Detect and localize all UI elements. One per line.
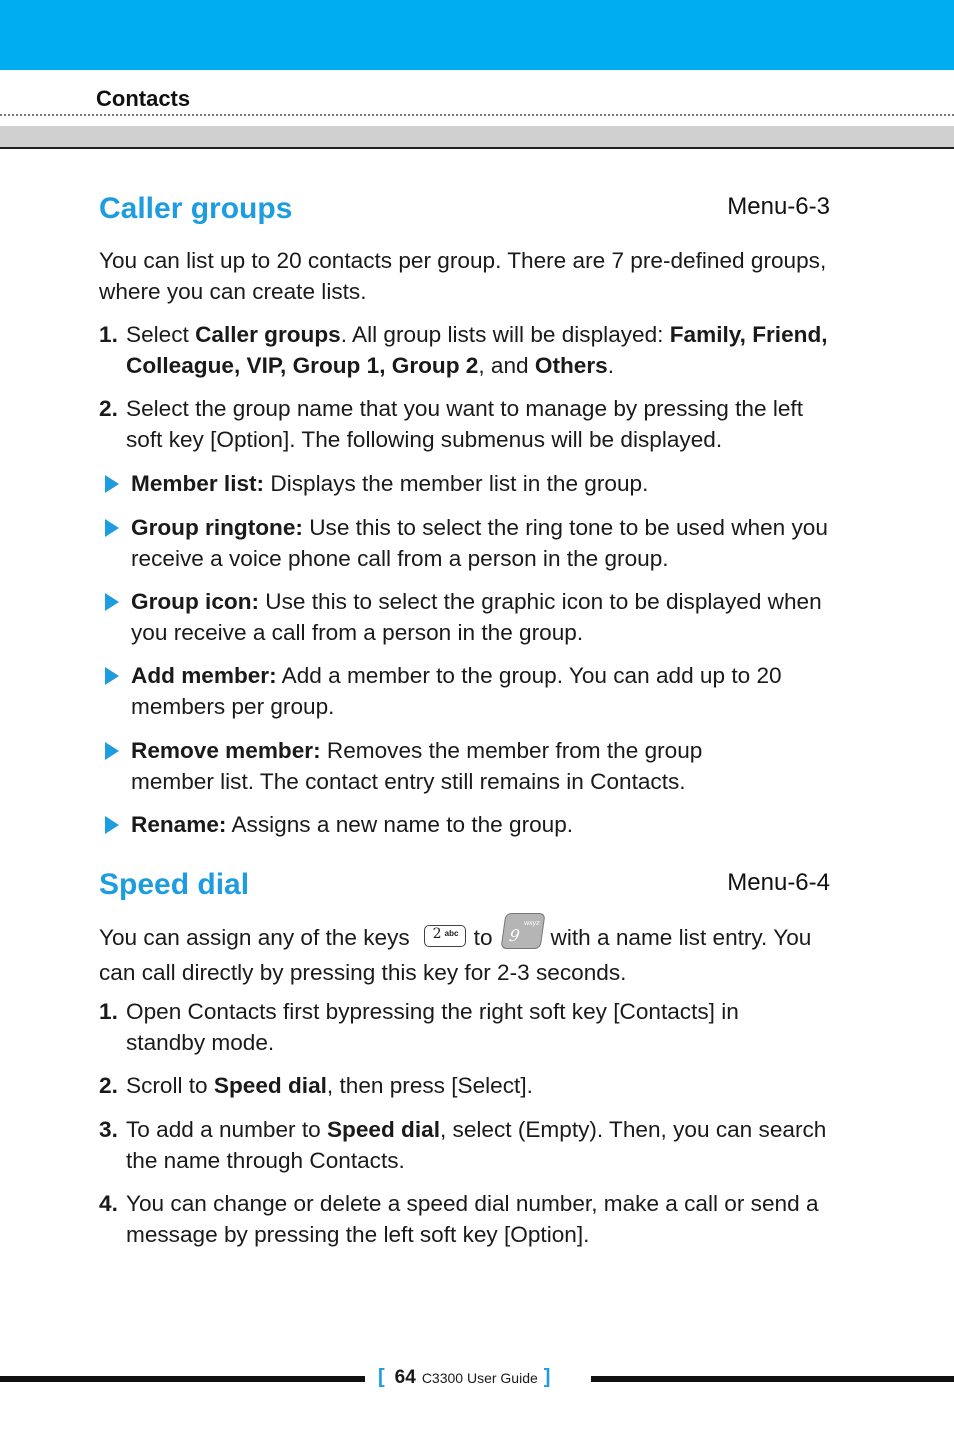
header-band [0,126,954,149]
speed-dial-step-2: 2. Scroll to Speed dial, then press [Select]. [99,1070,839,1101]
speed-dial-step-3: 3. To add a number to Speed dial, select (Empty). Then, you can search the name through Contacts. [99,1114,839,1176]
bullet-arrow-icon [105,593,119,611]
bullet-arrow-icon [105,816,119,834]
step-number: 1. [99,999,118,1024]
step-number: 1. [99,322,118,347]
caller-groups-heading: Caller groups [99,192,293,225]
section-header: Contacts [96,86,191,111]
bullet-arrow-icon [105,667,119,685]
page-footer: [ 64 C3300 User Guide ] [378,1366,551,1388]
step-number: 4. [99,1191,118,1216]
dotted-divider [0,114,954,116]
step-number: 2. [99,1073,118,1098]
caller-groups-menu-code: Menu-6-3 [727,193,830,220]
speed-dial-intro: You can assign any of the keys 2 abc to 9 wxyz with a name list entry. You can call directly by pressing this key for 2-3 seconds. [99,921,839,988]
bullet-arrow-icon [105,475,119,493]
top-color-bar [0,0,954,70]
caller-groups-step-1: 1. Select Caller groups. All group lists will be displayed: Family, Friend, Colleague, VIP, Group 1, Group 2, and Others. [99,319,839,381]
step-number: 3. [99,1117,118,1142]
speed-dial-step-4: 4. You can change or delete a speed dial number, make a call or send a message by pressing the left soft key [Option]. [99,1188,819,1250]
key-2-icon: 2 abc [424,925,466,947]
intro-text: You can list up to 20 contacts per group. There are 7 pre-defined groups, where you can create lists. [99,248,827,304]
bullet-remove-member: Remove member: Removes the member from the group member list. The contact entry still remains in Contacts. [99,735,779,797]
caller-groups-step-2: 2. Select the group name that you want to manage by pressing the left soft key [Option]. The following submenus will be displayed. [99,393,839,455]
guide-title: C3300 User Guide [421,1370,538,1386]
bullet-arrow-icon [105,519,119,537]
bullet-add-member: Add member: Add a member to the group. You can add up to 20 members per group. [99,660,839,722]
speed-dial-menu-code: Menu-6-4 [727,869,830,896]
bullet-group-icon: Group icon: Use this to select the graphic icon to be displayed when you receive a call from a person in the group. [99,586,839,648]
bullet-group-ringtone: Group ringtone: Use this to select the ring tone to be used when you receive a voice phone call from a person in the group. [99,512,844,574]
bullet-arrow-icon [105,742,119,760]
speed-dial-step-1: 1. Open Contacts first bypressing the right soft key [Contacts] in standby mode. [99,996,819,1058]
speed-dial-heading: Speed dial [99,868,250,901]
bullet-rename: Rename: Assigns a new name to the group. [99,809,839,840]
caller-groups-intro [99,245,839,307]
footer-rule-right [591,1376,954,1382]
bullet-member-list: Member list: Displays the member list in the group. [99,468,839,499]
page-number: 64 [394,1367,416,1388]
footer-rule-left [0,1376,365,1382]
step-number: 2. [99,396,118,421]
key-9-icon: 9 wxyz [500,913,545,949]
